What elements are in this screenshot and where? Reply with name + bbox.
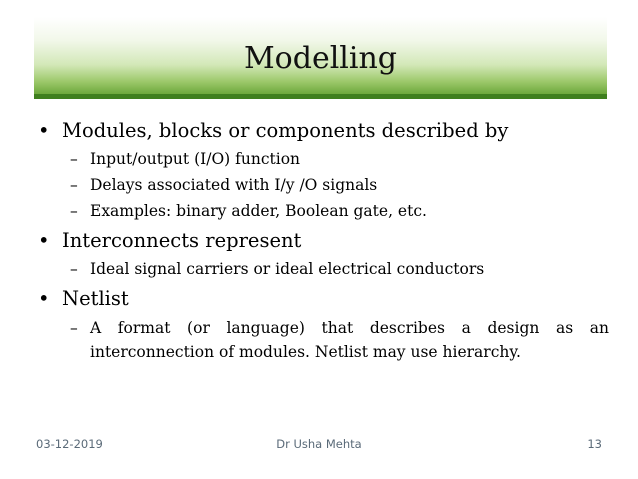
- dash-icon: –: [70, 202, 78, 220]
- footer-author: Dr Usha Mehta: [276, 437, 362, 451]
- footer-date: 03-12-2019: [36, 437, 103, 451]
- dash-icon: –: [70, 176, 78, 194]
- bullet-interconnects: [34, 226, 609, 256]
- bullet-icon: •: [38, 119, 50, 142]
- bullet-netlist: [34, 284, 609, 314]
- sub-item-text: Examples: binary adder, Boolean gate, etc.: [90, 202, 427, 220]
- bullet-text: Netlist: [62, 287, 129, 310]
- title-band: [34, 17, 607, 99]
- bullet-icon: •: [38, 287, 50, 310]
- bullet-text: Interconnects represent: [62, 229, 302, 252]
- sub-item-text: Input/output (I/O) function: [90, 150, 301, 168]
- page-number: 13: [587, 437, 602, 451]
- slide-footer: [36, 437, 602, 455]
- dash-icon: –: [70, 319, 78, 337]
- bullet-icon: •: [38, 229, 50, 252]
- sub-item-text: Delays associated with I/y /O signals: [90, 176, 378, 194]
- slide-body: [34, 114, 609, 364]
- sub-item: [34, 316, 609, 364]
- dash-icon: –: [70, 260, 78, 278]
- sub-item-text: Ideal signal carriers or ideal electrical conductors: [90, 260, 485, 278]
- slide-title: Modelling: [243, 41, 398, 76]
- sub-item: [34, 198, 609, 224]
- sub-item: [34, 256, 609, 282]
- sub-item-text: A format (or language) that describes a design as an interconnection of modules. Netlist may use hierarchy.: [90, 319, 609, 361]
- sub-item: [34, 146, 609, 172]
- dash-icon: –: [70, 150, 78, 168]
- bullet-modules: [34, 116, 609, 146]
- sub-item: [34, 172, 609, 198]
- bullet-text: Modules, blocks or components described by: [62, 119, 509, 142]
